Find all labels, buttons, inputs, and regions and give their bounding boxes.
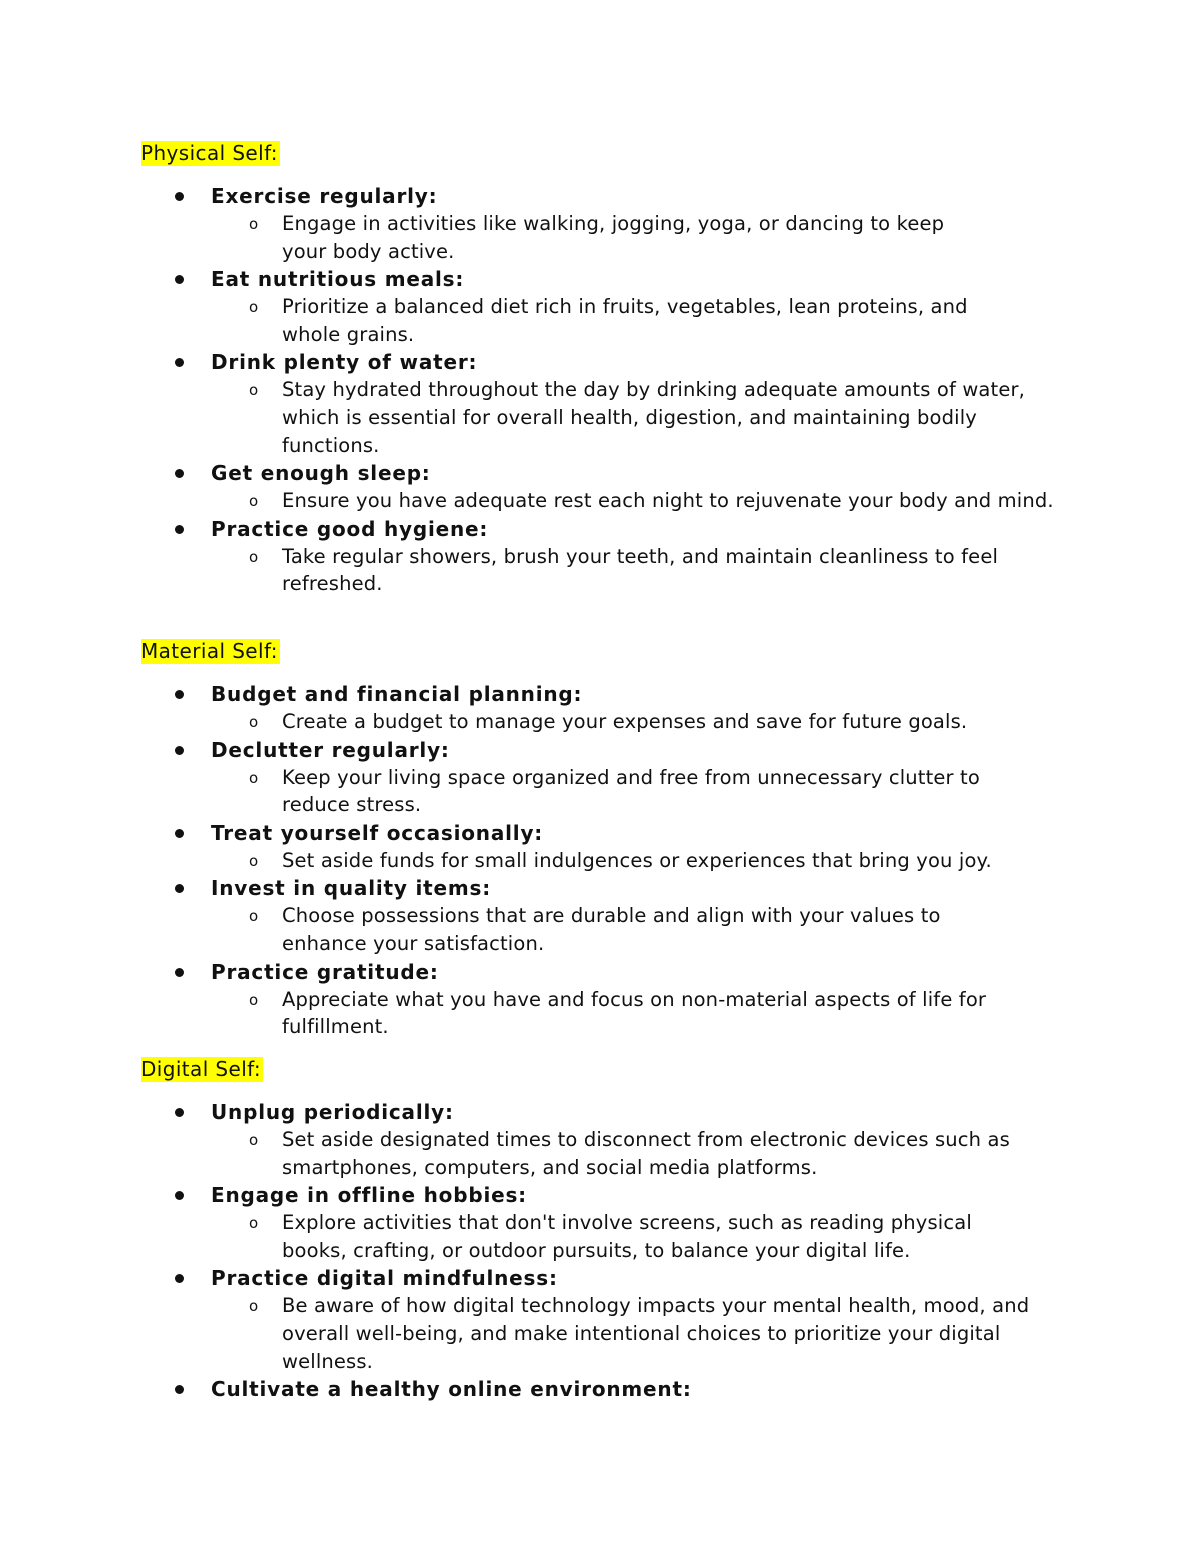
item-detail: Appreciate what you have and focus on non-material aspects of life for fulfillment. bbox=[282, 987, 987, 1039]
sub-item bbox=[211, 1126, 1047, 1181]
sub-bullet-icon: o bbox=[249, 851, 259, 870]
bullet-icon bbox=[175, 525, 184, 534]
list-item bbox=[141, 958, 1082, 1041]
item-detail: Prioritize a balanced diet rich in fruits, vegetables, lean proteins, and whole grains. bbox=[282, 295, 968, 346]
sub-bullet-icon: o bbox=[249, 990, 259, 1009]
sub-item bbox=[211, 487, 1057, 515]
list-item bbox=[141, 515, 1057, 598]
item-detail: Engage in activities like walking, jogging, yoga, or dancing to keep your body active. bbox=[282, 212, 945, 263]
section-heading: Physical Self: bbox=[141, 141, 278, 165]
item-detail: Set aside designated times to disconnect from electronic devices such as smartphones, computers, and social media platforms. bbox=[282, 1128, 1010, 1179]
item-label: Practice gratitude: bbox=[211, 959, 439, 984]
bullet-icon bbox=[175, 358, 184, 367]
item-detail: Take regular showers, brush your teeth, and maintain cleanliness to feel refreshed. bbox=[282, 544, 999, 596]
list-item bbox=[141, 874, 1082, 957]
item-label: Budget and financial planning: bbox=[211, 682, 583, 706]
item-label: Drink plenty of water: bbox=[211, 350, 478, 375]
list-item bbox=[141, 265, 1057, 348]
sub-item bbox=[211, 543, 1017, 598]
bullet-icon bbox=[175, 1191, 184, 1200]
sub-bullet-icon: o bbox=[249, 768, 259, 787]
section-physical-self bbox=[141, 141, 1071, 596]
item-label: Eat nutritious meals: bbox=[211, 267, 465, 292]
list-item bbox=[141, 736, 1082, 819]
sub-item bbox=[211, 708, 1062, 736]
item-label: Cultivate a healthy online environment: bbox=[211, 1377, 692, 1402]
item-detail: Explore activities that don't involve screens, such as reading physical books, crafting, or outdoor pursuits, to balance your digital life. bbox=[282, 1211, 972, 1262]
bullet-icon bbox=[175, 690, 184, 699]
sub-bullet-icon: o bbox=[249, 381, 259, 400]
item-label: Invest in quality items: bbox=[211, 876, 492, 901]
sub-bullet-icon: o bbox=[249, 1214, 259, 1233]
list-item bbox=[141, 680, 1082, 736]
item-label: Get enough sleep: bbox=[211, 461, 431, 486]
bullet-icon bbox=[175, 1385, 184, 1394]
list-item bbox=[141, 348, 1057, 459]
item-label: Practice digital mindfulness: bbox=[211, 1266, 558, 1291]
item-label: Practice good hygiene: bbox=[211, 516, 489, 541]
section-heading: Digital Self: bbox=[141, 1057, 262, 1081]
bullet-icon bbox=[175, 829, 184, 838]
sub-item bbox=[211, 764, 1047, 819]
list-item bbox=[141, 1375, 1057, 1403]
bullet-icon bbox=[175, 469, 184, 478]
bullet-list bbox=[141, 182, 1057, 598]
sub-item bbox=[211, 986, 1052, 1041]
sub-item bbox=[211, 376, 1042, 459]
item-detail: Keep your living space organized and free from unnecessary clutter to reduce stress. bbox=[282, 765, 980, 817]
bullet-icon bbox=[175, 1108, 184, 1117]
section-material-self bbox=[141, 639, 1071, 1039]
sub-bullet-icon: o bbox=[249, 547, 259, 566]
bullet-icon bbox=[175, 746, 184, 755]
bullet-list bbox=[141, 680, 1082, 1041]
sub-item bbox=[211, 1209, 1042, 1264]
item-detail: Be aware of how digital technology impacts your mental health, mood, and overall well-being, and make intentional choices to prioritize your digital wellness. bbox=[282, 1294, 1030, 1373]
item-detail: Stay hydrated throughout the day by drinking adequate amounts of water, which is essential for overall health, digestion, and maintaining bodily functions. bbox=[282, 378, 1025, 457]
item-label: Exercise regularly: bbox=[211, 184, 438, 208]
item-label: Unplug periodically: bbox=[211, 1100, 454, 1124]
item-label: Engage in offline hobbies: bbox=[211, 1183, 527, 1208]
sub-bullet-icon: o bbox=[249, 1131, 259, 1149]
sub-bullet-icon: o bbox=[249, 713, 259, 731]
list-item bbox=[141, 1264, 1057, 1375]
bullet-list bbox=[141, 1098, 1057, 1403]
sub-item bbox=[211, 902, 1007, 957]
bullet-icon bbox=[175, 968, 184, 977]
list-item bbox=[141, 459, 1057, 515]
list-item bbox=[141, 1181, 1057, 1264]
item-label: Declutter regularly: bbox=[211, 737, 450, 762]
sub-item bbox=[211, 210, 992, 265]
bullet-icon bbox=[175, 1274, 184, 1283]
item-detail: Choose possessions that are durable and align with your values to enhance your satisfaction. bbox=[282, 904, 941, 955]
sub-bullet-icon: o bbox=[249, 215, 259, 233]
sub-item bbox=[211, 847, 1082, 875]
sub-item bbox=[211, 1292, 1057, 1375]
item-detail: Create a budget to manage your expenses and save for future goals. bbox=[282, 710, 968, 733]
sub-item bbox=[211, 293, 1027, 348]
bullet-icon bbox=[175, 884, 184, 893]
list-item bbox=[141, 182, 1057, 265]
item-label: Treat yourself occasionally: bbox=[211, 820, 544, 845]
sub-bullet-icon: o bbox=[249, 492, 259, 511]
sub-bullet-icon: o bbox=[249, 907, 259, 926]
section-heading: Material Self: bbox=[141, 639, 278, 663]
list-item bbox=[141, 819, 1082, 875]
section-digital-self bbox=[141, 1057, 1071, 1402]
bullet-icon bbox=[175, 275, 184, 284]
list-item bbox=[141, 1098, 1057, 1181]
item-detail: Set aside funds for small indulgences or experiences that bring you joy. bbox=[282, 848, 992, 872]
sub-bullet-icon: o bbox=[249, 1297, 259, 1316]
item-detail: Ensure you have adequate rest each night to rejuvenate your body and mind. bbox=[282, 489, 1054, 513]
bullet-icon bbox=[175, 192, 184, 201]
sub-bullet-icon: o bbox=[249, 298, 259, 317]
